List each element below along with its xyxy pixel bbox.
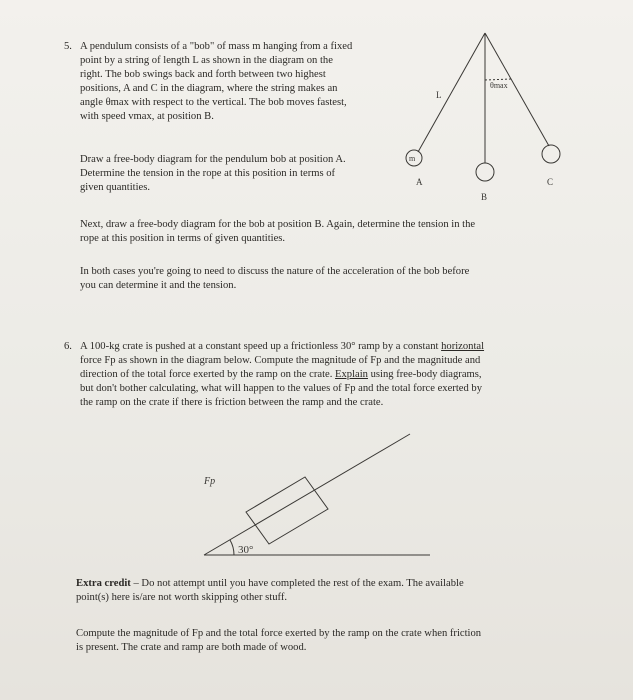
- label-b: B: [481, 192, 488, 202]
- ramp-diagram: [204, 434, 430, 555]
- crate: [246, 477, 328, 544]
- extra-credit-line-1-text: – Do not attempt until you have completed the rest of the exam. The available: [130, 578, 464, 589]
- label-l: L: [436, 90, 442, 100]
- q5-para2-line-2: Determine the tension in the rope at this position in terms of: [80, 168, 336, 179]
- string-position-a: [418, 33, 485, 152]
- q6-underlined-explain: Explain: [335, 369, 368, 380]
- q6-line-4: but don't bother calculating, what will happen to the values of Fp and the total force exerted by: [80, 383, 482, 394]
- label-c: C: [547, 177, 554, 187]
- angle-arc-30: [230, 540, 234, 555]
- q5-number: 5.: [64, 41, 72, 52]
- extra-credit-para2-line-2: is present. The crate and ramp are both made of wood.: [76, 642, 307, 653]
- q5-para4-line-2: you can determine it and the tension.: [80, 280, 237, 291]
- q6-underlined-horizontal: horizontal: [441, 341, 485, 352]
- q5-para4-line-1: In both cases you're going to need to discuss the nature of the acceleration of the bob before: [80, 266, 470, 277]
- bob-position-c: [542, 145, 560, 163]
- ramp-incline: [204, 434, 410, 555]
- q5-line-4: positions, A and C in the diagram, where the string makes an: [80, 83, 338, 94]
- q6-line-2: force Fp as shown in the diagram below. Compute the magnitude of Fp and the magnitude and: [80, 355, 481, 366]
- label-a: A: [416, 177, 423, 187]
- extra-credit-para2-line-1: Compute the magnitude of Fp and the total force exerted by the ramp on the crate when friction: [76, 628, 482, 639]
- pendulum-diagram: [406, 33, 560, 181]
- q5-line-1: A pendulum consists of a "bob" of mass m hanging from a fixed: [80, 41, 353, 52]
- extra-credit-line-2: point(s) here is/are not worth skipping other stuff.: [76, 592, 288, 603]
- label-theta-max: θmax: [490, 81, 508, 90]
- q5-para3-line-2: rope at this position in terms of given quantities.: [80, 233, 286, 244]
- label-fp: Fp: [204, 476, 216, 487]
- angle-arc: [485, 79, 512, 80]
- extra-credit-title: Extra credit: [76, 578, 131, 589]
- bob-position-b: [476, 163, 494, 181]
- label-m: m: [409, 154, 416, 163]
- q5-line-5: angle θmax with respect to the vertical. The bob moves fastest,: [80, 97, 347, 108]
- q5-para2-line-3: given quantities.: [80, 182, 151, 193]
- q6-line-3-post: using free-body diagrams,: [367, 369, 482, 380]
- q5-line-6: with speed vmax, at position B.: [80, 111, 214, 122]
- q6-number: 6.: [64, 341, 72, 352]
- label-30-degrees: 30°: [238, 544, 254, 556]
- q6-line-5: the ramp on the crate if there is friction between the ramp and the crate.: [80, 397, 384, 408]
- q6-line-1-text: A 100-kg crate is pushed at a constant speed up a frictionless 30° ramp by a constant: [80, 341, 442, 352]
- q5-para3-line-1: Next, draw a free-body diagram for the bob at position B. Again, determine the tension in the: [80, 219, 476, 230]
- q5-para2-line-1: Draw a free-body diagram for the pendulum bob at position A.: [80, 154, 346, 165]
- q5-line-2: point by a string of length L as shown in the diagram on the: [80, 55, 333, 66]
- q6-line-3-pre: direction of the total force exerted by the ramp on the crate.: [80, 369, 336, 380]
- q5-line-3: right. The bob swings back and forth between two highest: [80, 69, 326, 80]
